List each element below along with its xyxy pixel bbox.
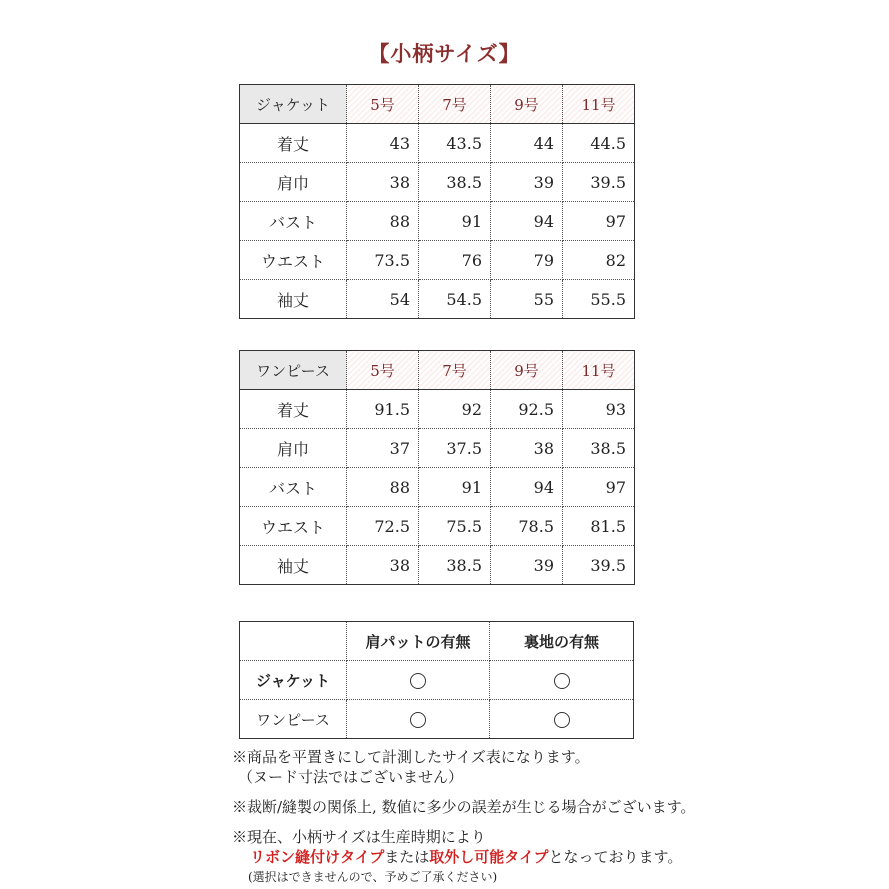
removable-type: 取外し可能タイプ [429, 848, 549, 866]
ribbon-sewn-type: リボン縫付けタイプ [250, 848, 385, 866]
table-header-row [240, 85, 635, 124]
table-header-row [240, 351, 635, 390]
cell-value: 94 [491, 468, 563, 507]
note-3-end: となっております。 [548, 848, 683, 866]
row-label: バスト [240, 202, 347, 241]
row-label: 袖丈 [240, 546, 347, 585]
table-row [240, 507, 635, 546]
row-label: バスト [240, 468, 347, 507]
cell-value: 39 [491, 546, 563, 585]
cell-value: 97 [563, 468, 635, 507]
table-row [240, 124, 635, 163]
cell-value: 88 [347, 468, 419, 507]
row-label: 肩巾 [240, 429, 347, 468]
circle-icon [490, 661, 634, 700]
note-1-sub: （ヌード寸法ではございません） [238, 768, 464, 786]
cell-value: 38.5 [419, 546, 491, 585]
cell-value: 79 [491, 241, 563, 280]
jacket-header-label: ジャケット [240, 85, 347, 124]
cell-value: 72.5 [347, 507, 419, 546]
cell-value: 55.5 [563, 280, 635, 319]
cell-value: 37.5 [419, 429, 491, 468]
cell-value: 75.5 [419, 507, 491, 546]
note-3-detail [232, 847, 732, 867]
cell-value: 38 [491, 429, 563, 468]
cell-value: 91 [419, 202, 491, 241]
cell-value: 43 [347, 124, 419, 163]
cell-value: 38 [347, 546, 419, 585]
cell-value: 73.5 [347, 241, 419, 280]
cell-value: 92.5 [491, 390, 563, 429]
cell-value: 76 [419, 241, 491, 280]
row-label: ジャケット [240, 661, 347, 700]
cell-value: 88 [347, 202, 419, 241]
cell-value: 91.5 [347, 390, 419, 429]
note-2: ※裁断/縫製の関係上, 数値に多少の誤差が生じる場合がございます。 [232, 798, 696, 816]
onepiece-header-label: ワンピース [240, 351, 347, 390]
lining-header: 裏地の有無 [490, 622, 634, 661]
cell-value: 38.5 [419, 163, 491, 202]
cell-value: 39.5 [563, 163, 635, 202]
jacket-size-table [239, 84, 635, 319]
features-corner [240, 622, 347, 661]
cell-value: 55 [491, 280, 563, 319]
cell-value: 82 [563, 241, 635, 280]
cell-value: 37 [347, 429, 419, 468]
cell-value: 81.5 [563, 507, 635, 546]
cell-value: 43.5 [419, 124, 491, 163]
row-label: ウエスト [240, 507, 347, 546]
table-row [240, 429, 635, 468]
size-header-11: 11号 [563, 351, 635, 390]
row-label: 袖丈 [240, 280, 347, 319]
circle-icon [347, 700, 490, 739]
table-row [240, 700, 634, 739]
table-header-row [240, 622, 634, 661]
table-row [240, 546, 635, 585]
circle-icon [347, 661, 490, 700]
cell-value: 54 [347, 280, 419, 319]
row-label: ワンピース [240, 700, 347, 739]
size-header-5: 5号 [347, 85, 419, 124]
cell-value: 78.5 [491, 507, 563, 546]
table-row [240, 390, 635, 429]
connector-text: または [384, 848, 430, 866]
size-header-11: 11号 [563, 85, 635, 124]
page-title: 【小柄サイズ】 [368, 41, 521, 66]
note-3: ※現在、小柄サイズは生産時期により [232, 828, 486, 846]
cell-value: 94 [491, 202, 563, 241]
cell-value: 44 [491, 124, 563, 163]
shoulder-pad-header: 肩パットの有無 [347, 622, 490, 661]
size-header-7: 7号 [419, 85, 491, 124]
table-row [240, 280, 635, 319]
row-label: 着丈 [240, 124, 347, 163]
table-row [240, 202, 635, 241]
row-label: 着丈 [240, 390, 347, 429]
cell-value: 44.5 [563, 124, 635, 163]
table-row [240, 468, 635, 507]
cell-value: 38 [347, 163, 419, 202]
cell-value: 92 [419, 390, 491, 429]
features-table [239, 621, 634, 739]
cell-value: 97 [563, 202, 635, 241]
circle-icon [490, 700, 634, 739]
note-1: ※商品を平置きにして計測したサイズ表になります。 [232, 748, 590, 766]
onepiece-size-table [239, 350, 635, 585]
cell-value: 54.5 [419, 280, 491, 319]
note-3-small: (選択はできませんので、予めご了承ください) [248, 870, 498, 884]
row-label: ウエスト [240, 241, 347, 280]
table-row [240, 163, 635, 202]
cell-value: 93 [563, 390, 635, 429]
size-header-9: 9号 [491, 351, 563, 390]
size-header-9: 9号 [491, 85, 563, 124]
notes [232, 747, 732, 887]
cell-value: 38.5 [563, 429, 635, 468]
row-label: 肩巾 [240, 163, 347, 202]
cell-value: 91 [419, 468, 491, 507]
size-header-5: 5号 [347, 351, 419, 390]
table-row [240, 661, 634, 700]
size-header-7: 7号 [419, 351, 491, 390]
cell-value: 39 [491, 163, 563, 202]
cell-value: 39.5 [563, 546, 635, 585]
table-row [240, 241, 635, 280]
